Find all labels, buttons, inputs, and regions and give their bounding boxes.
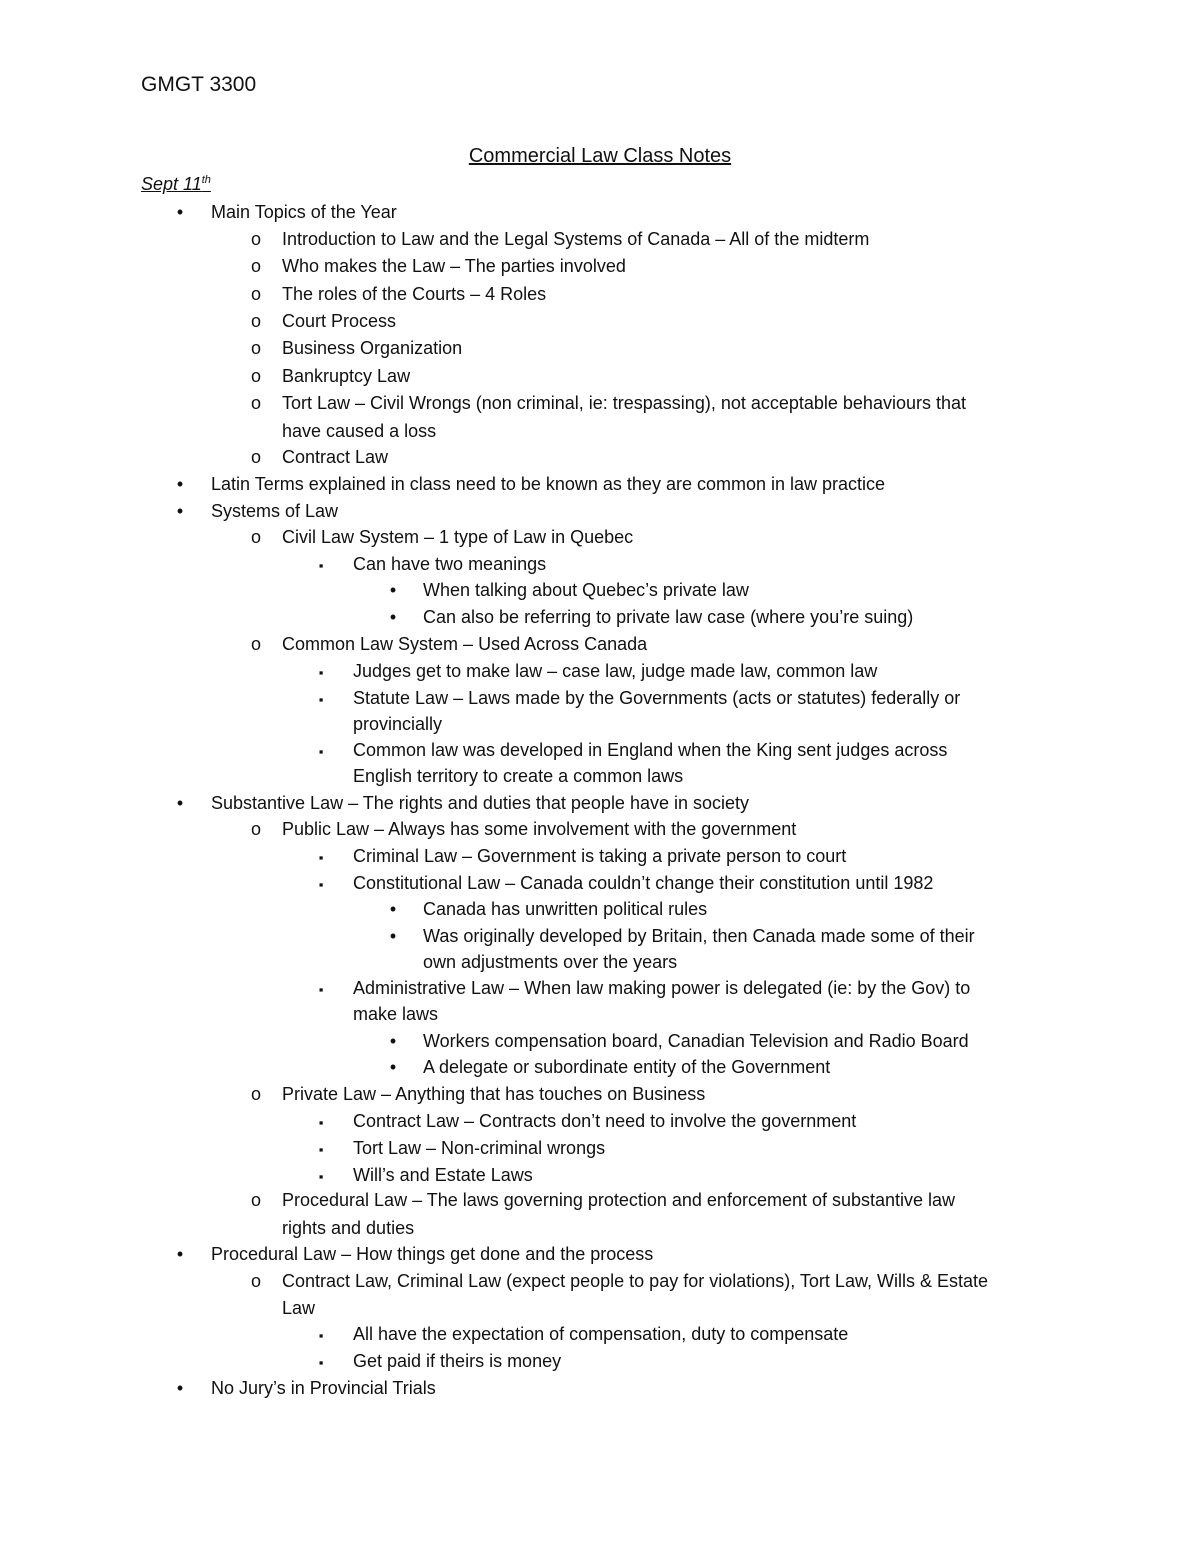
outline-item-level-2: rights and duties (282, 1218, 415, 1238)
date-heading-suffix: th (201, 174, 211, 186)
outline-item-level-2: have caused a loss (282, 421, 437, 441)
bullet-marker (383, 1056, 403, 1078)
outline-item-level-1: No Jury’s in Provincial Trials (211, 1378, 436, 1398)
bullet-marker (246, 633, 266, 655)
outline-item-level-3: make laws (353, 1004, 439, 1024)
bullet-marker (383, 579, 403, 601)
outline-item-level-3: All have the expectation of compensation, duty to compensate (353, 1324, 849, 1344)
outline-item-level-4: When talking about Quebec’s private law (423, 580, 749, 600)
outline-item-level-3: Judges get to make law – case law, judge made law, common law (353, 661, 878, 681)
outline-item-level-4: own adjustments over the years (423, 952, 678, 972)
bullet-marker (170, 792, 190, 814)
bullet-marker (311, 872, 331, 896)
outline-item-level-3: English territory to create a common laws (353, 766, 684, 786)
outline-item-level-2: Private Law – Anything that has touches on Business (282, 1084, 706, 1104)
outline-item-level-3: Contract Law – Contracts don’t need to involve the government (353, 1111, 857, 1131)
bullet-marker (246, 1270, 266, 1292)
outline-item-level-4: Canada has unwritten political rules (423, 899, 708, 919)
outline-item-level-3: Constitutional Law – Canada couldn’t change their constitution until 1982 (353, 873, 934, 893)
outline-item-level-1: Substantive Law – The rights and duties that people have in society (211, 793, 750, 813)
outline-item-level-4: Can also be referring to private law case (where you’re suing) (423, 607, 914, 627)
outline-item-level-2: Civil Law System – 1 type of Law in Quebec (282, 527, 634, 547)
bullet-marker (246, 818, 266, 840)
bullet-marker (246, 1189, 266, 1211)
outline-item-level-1: Main Topics of the Year (211, 202, 397, 222)
outline-item-level-2: Contract Law, Criminal Law (expect people to pay for violations), Tort Law, Wills & Estate (282, 1271, 988, 1291)
outline-item-level-2: Tort Law – Civil Wrongs (non criminal, ie: trespassing), not acceptable behaviours that (282, 393, 966, 413)
outline-item-level-4: Workers compensation board, Canadian Television and Radio Board (423, 1031, 969, 1051)
bullet-marker (246, 1083, 266, 1105)
outline-item-level-3: provincially (353, 714, 443, 734)
bullet-marker (246, 228, 266, 250)
bullet-marker (170, 201, 190, 223)
bullet-marker (383, 1030, 403, 1052)
bullet-marker (311, 739, 331, 763)
bullet-marker (311, 1323, 331, 1347)
bullet-marker (246, 310, 266, 332)
bullet-marker (246, 337, 266, 359)
outline-item-level-2: Public Law – Always has some involvement with the government (282, 819, 797, 839)
outline-item-level-3: Get paid if theirs is money (353, 1351, 562, 1371)
bullet-marker (311, 977, 331, 1001)
outline-item-level-3: Will’s and Estate Laws (353, 1165, 533, 1185)
document-title (0, 143, 1200, 169)
outline-item-level-3: Statute Law – Laws made by the Governments (acts or statutes) federally or (353, 688, 961, 708)
bullet-marker (170, 1243, 190, 1265)
bullet-marker (170, 500, 190, 522)
bullet-marker (311, 845, 331, 869)
date-heading (141, 172, 211, 196)
bullet-marker (246, 365, 266, 387)
outline-item-level-2: Who makes the Law – The parties involved (282, 256, 626, 276)
bullet-marker (311, 687, 331, 711)
bullet-marker (383, 606, 403, 628)
outline-item-level-3: Tort Law – Non-criminal wrongs (353, 1138, 606, 1158)
outline-item-level-2: The roles of the Courts – 4 Roles (282, 284, 547, 304)
bullet-marker (311, 1164, 331, 1188)
course-code: GMGT 3300 (141, 73, 257, 96)
outline-item-level-2: Introduction to Law and the Legal Systems of Canada – All of the midterm (282, 229, 870, 249)
outline-item-level-2: Court Process (282, 311, 397, 331)
date-heading-text: Sept 11 (141, 174, 202, 194)
outline-item-level-3: Can have two meanings (353, 554, 547, 574)
outline-item-level-2: Procedural Law – The laws governing protection and enforcement of substantive law (282, 1190, 956, 1210)
outline-item-level-2: Contract Law (282, 447, 389, 467)
bullet-marker (311, 1137, 331, 1161)
outline-item-level-2: Business Organization (282, 338, 463, 358)
bullet-marker (170, 1377, 190, 1399)
outline-item-level-3: Criminal Law – Government is taking a private person to court (353, 846, 847, 866)
bullet-marker (311, 660, 331, 684)
bullet-marker (383, 925, 403, 947)
bullet-marker (383, 898, 403, 920)
outline-item-level-4: Was originally developed by Britain, then Canada made some of their (423, 926, 975, 946)
bullet-marker (246, 526, 266, 548)
outline-item-level-4: A delegate or subordinate entity of the Government (423, 1057, 831, 1077)
outline-item-level-1: Latin Terms explained in class need to be known as they are common in law practice (211, 474, 886, 494)
bullet-marker (246, 392, 266, 414)
bullet-marker (246, 283, 266, 305)
outline-item-level-3: Administrative Law – When law making power is delegated (ie: by the Gov) to (353, 978, 971, 998)
outline-item-level-3: Common law was developed in England when the King sent judges across (353, 740, 948, 760)
bullet-marker (311, 553, 331, 577)
bullet-marker (246, 255, 266, 277)
outline-item-level-2: Law (282, 1298, 316, 1318)
bullet-marker (170, 473, 190, 495)
outline-item-level-2: Common Law System – Used Across Canada (282, 634, 648, 654)
document-title-text: Commercial Law Class Notes (468, 145, 732, 167)
bullet-marker (246, 446, 266, 468)
outline-item-level-2: Bankruptcy Law (282, 366, 411, 386)
bullet-marker (311, 1110, 331, 1134)
outline-item-level-1: Systems of Law (211, 501, 339, 521)
outline-item-level-1: Procedural Law – How things get done and the process (211, 1244, 654, 1264)
bullet-marker (311, 1350, 331, 1374)
